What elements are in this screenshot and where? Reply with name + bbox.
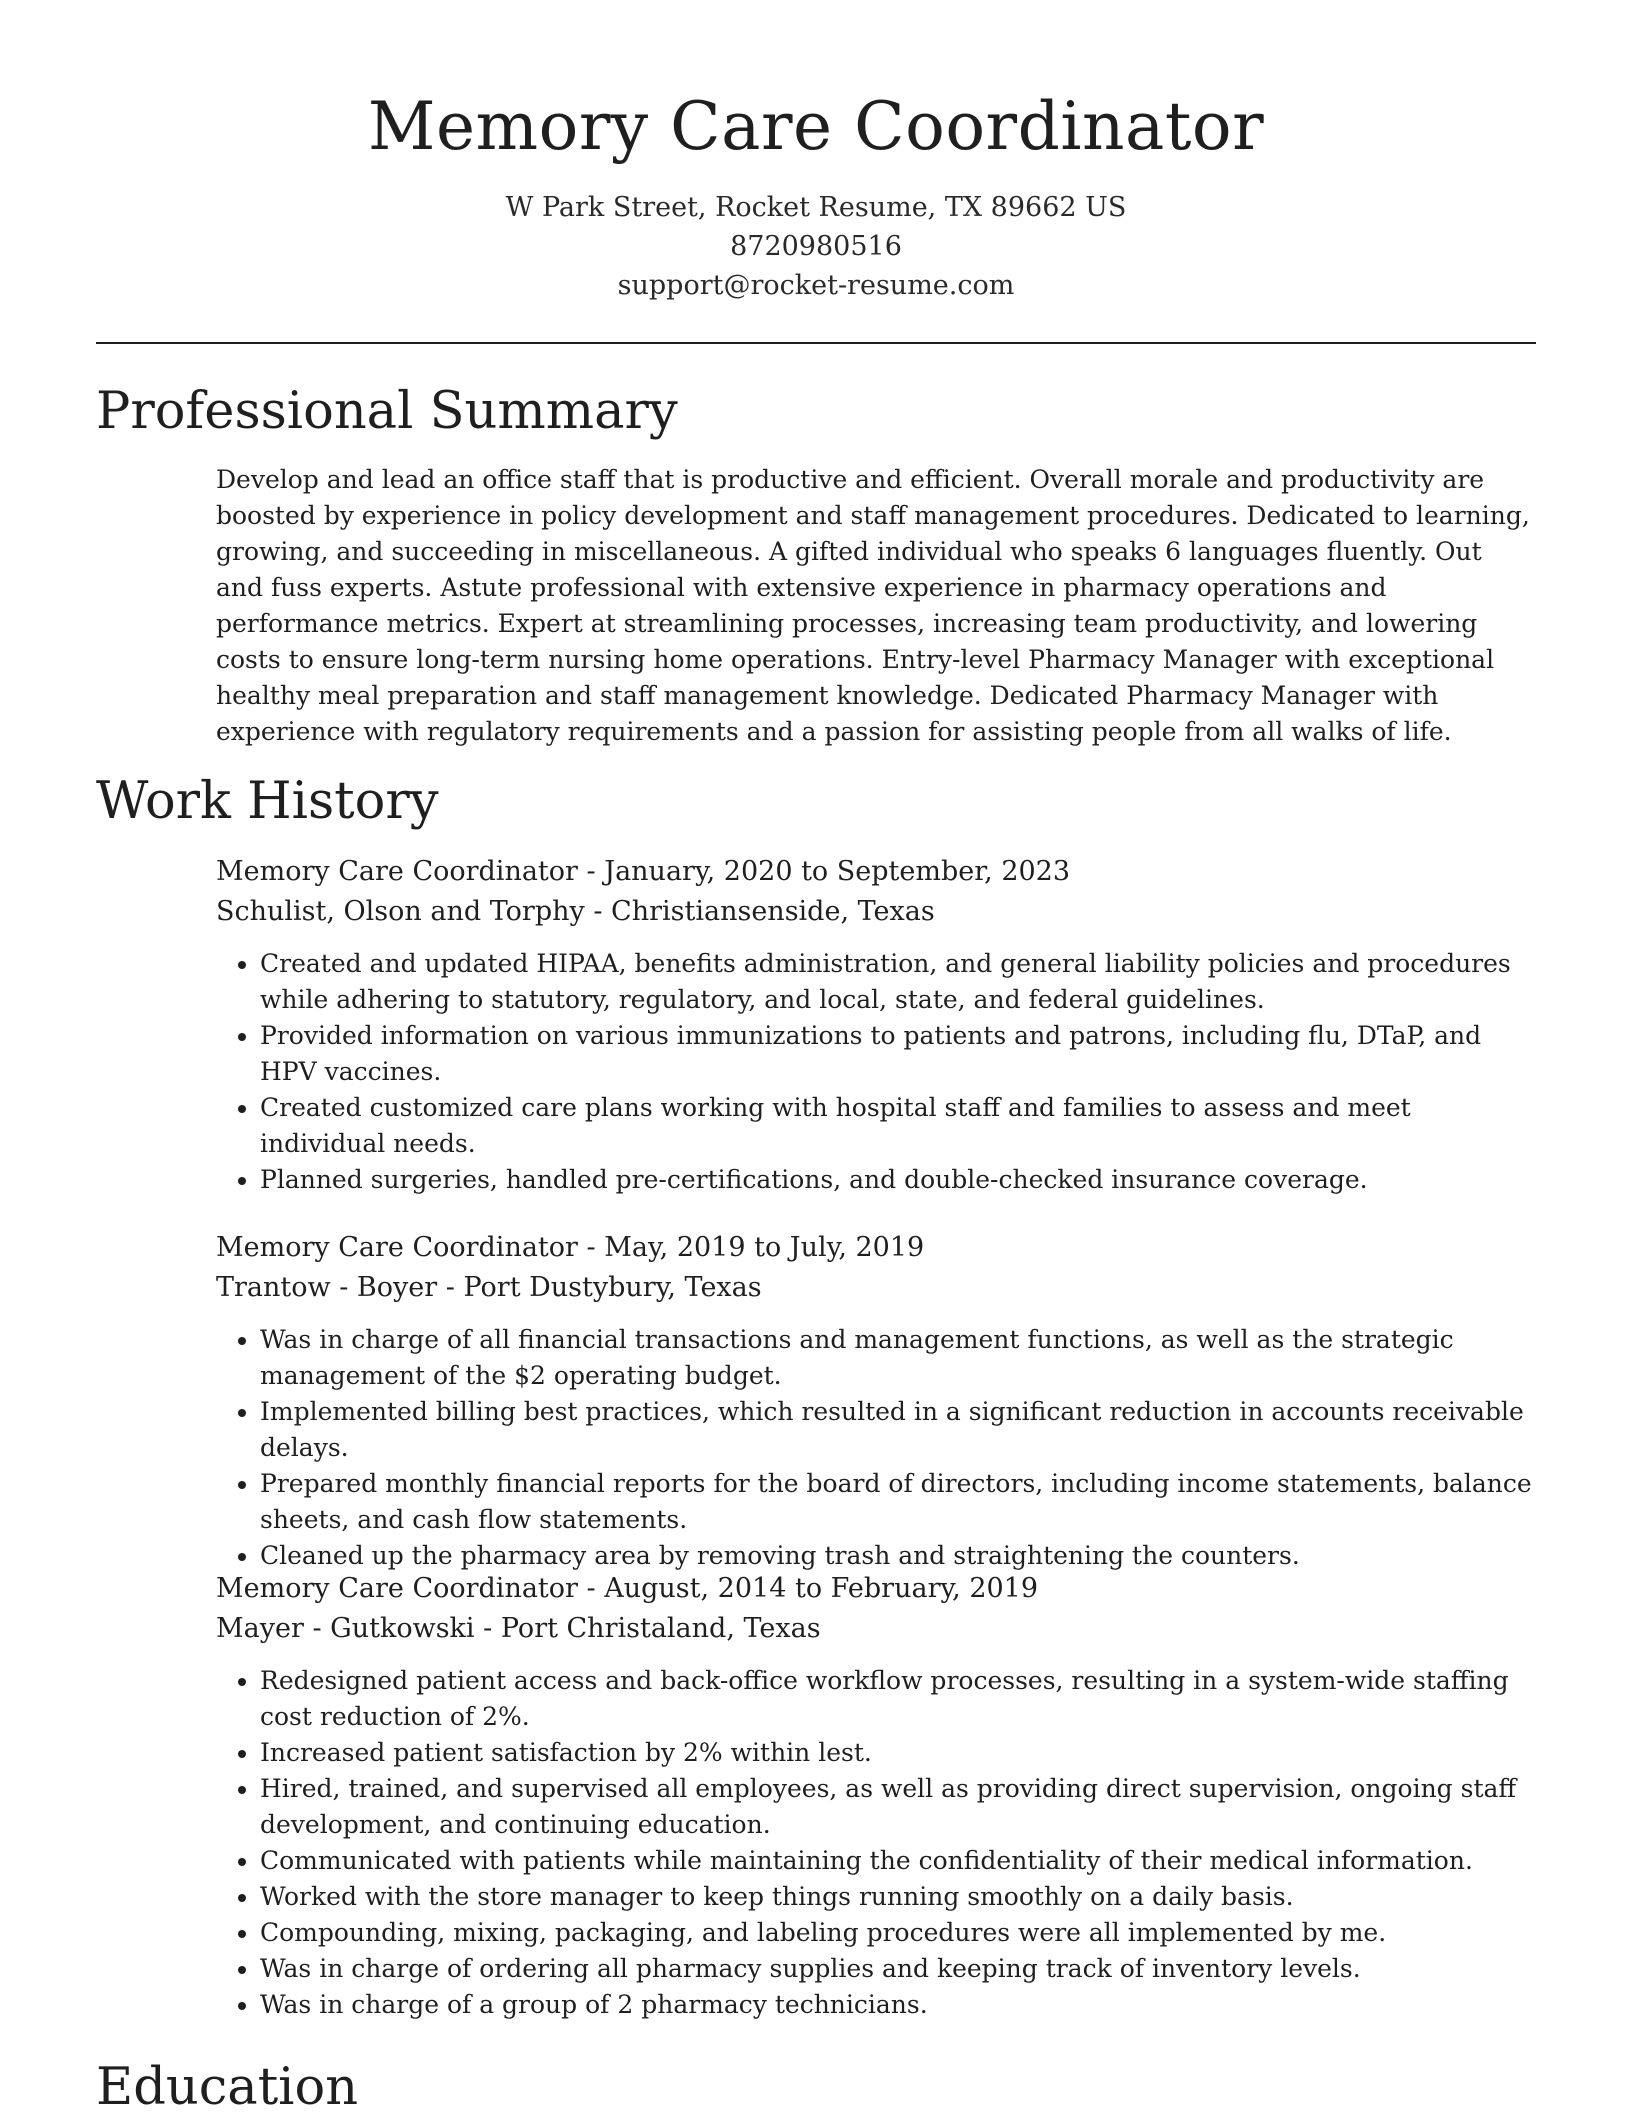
job-bullet-list — [216, 1663, 1536, 2023]
summary-heading: Professional Summary — [96, 382, 678, 441]
job-bullet: • Implemented billing best practices, which resulted in a significant reduction in accounts receivable delays. — [260, 1394, 1536, 1466]
job-location: Port Christaland, Texas — [500, 1613, 821, 1644]
job-bullet: • Was in charge of a group of 2 pharmacy technicians. — [260, 1987, 1536, 2023]
job-company: Mayer - Gutkowski — [216, 1613, 475, 1644]
job-bullet: • Hired, trained, and supervised all employees, as well as providing direct supervision, ongoing staff development, and continuing education. — [260, 1771, 1536, 1843]
contact-info — [96, 188, 1536, 305]
job-bullet: • Created customized care plans working with hospital staff and families to assess and meet individual needs. — [260, 1090, 1536, 1162]
job-entry — [216, 852, 1536, 1198]
job-bullet: • Cleaned up the pharmacy area by removing trash and straightening the counters. — [260, 1538, 1536, 1574]
job-bullet-list — [216, 946, 1536, 1198]
resume-header — [96, 82, 1536, 305]
job-bullet: • Increased patient satisfaction by 2% within lest. — [260, 1735, 1536, 1771]
education-heading: Education — [96, 2058, 359, 2112]
summary-text: Develop and lead an office staff that is productive and efficient. Overall morale and productivity are boosted by experience in policy development and staff management procedures. Dedicated to learning, growing, and succeeding in miscellaneous. A gifted individual who speaks 6 languages fluently. Out and fuss experts. Astute professional with extensive experience in pharmacy operations and performance metrics. Expert at streamlining processes, increasing team productivity, and lowering costs to ensure long-term nursing home operations. Entry-level Pharmacy Manager with exceptional healthy meal preparation and staff management knowledge. Dedicated Pharmacy Manager with experience with regulatory requirements and a passion for assisting people from all walks of life. — [216, 465, 1530, 746]
separator: - — [577, 856, 605, 887]
work-history-heading: Work History — [96, 772, 439, 831]
job-bullet: • Worked with the store manager to keep things running smoothly on a daily basis. — [260, 1879, 1536, 1915]
job-dates: January, 2020 to September, 2023 — [604, 856, 1071, 887]
job-bullet: • Prepared monthly financial reports for the board of directors, including income statements, balance sheets, and cash flow statements. — [260, 1466, 1536, 1538]
job-company: Trantow - Boyer — [216, 1272, 438, 1303]
job-title-line — [216, 852, 1536, 892]
job-title-line — [216, 1228, 1536, 1268]
job-company: Schulist, Olson and Torphy — [216, 896, 585, 927]
job-entry — [216, 1569, 1536, 2023]
job-company-line — [216, 1268, 1536, 1308]
job-role: Memory Care Coordinator — [216, 1573, 578, 1604]
separator: - — [437, 1272, 464, 1303]
job-location: Port Dustybury, Texas — [463, 1272, 762, 1303]
job-bullet: • Provided information on various immunizations to patients and patrons, including flu, DTaP, and HPV vaccines. — [260, 1018, 1536, 1090]
job-company-line — [216, 1609, 1536, 1649]
contact-address: W Park Street, Rocket Resume, TX 89662 US — [505, 192, 1127, 223]
job-role: Memory Care Coordinator — [216, 856, 578, 887]
job-title-line — [216, 1569, 1536, 1609]
job-bullet: • Redesigned patient access and back-office workflow processes, resulting in a system-wide staffing cost reduction of 2%. — [260, 1663, 1536, 1735]
separator: - — [474, 1613, 501, 1644]
candidate-name: Memory Care Coordinator — [367, 88, 1265, 165]
header-divider — [96, 342, 1536, 344]
separator: - — [584, 896, 612, 927]
separator: - — [577, 1573, 605, 1604]
job-dates: August, 2014 to February, 2019 — [604, 1573, 1039, 1604]
job-role: Memory Care Coordinator — [216, 1232, 578, 1263]
job-bullet: • Was in charge of ordering all pharmacy supplies and keeping track of inventory levels. — [260, 1951, 1536, 1987]
separator: - — [577, 1232, 605, 1263]
job-bullet: • Planned surgeries, handled pre-certifications, and double-checked insurance coverage. — [260, 1162, 1536, 1198]
job-dates: May, 2019 to July, 2019 — [604, 1232, 925, 1263]
job-entry — [216, 1228, 1536, 1574]
job-bullet: • Compounding, mixing, packaging, and labeling procedures were all implemented by me. — [260, 1915, 1536, 1951]
job-bullet: • Communicated with patients while maintaining the confidentiality of their medical information. — [260, 1843, 1536, 1879]
contact-email: support@rocket-resume.com — [617, 270, 1015, 301]
job-bullet: • Was in charge of all financial transactions and management functions, as well as the strategic management of the $2 operating budget. — [260, 1322, 1536, 1394]
job-company-line — [216, 892, 1536, 932]
job-bullet-list — [216, 1322, 1536, 1574]
job-location: Christiansenside, Texas — [611, 896, 935, 927]
contact-phone: 8720980516 — [730, 231, 902, 262]
job-bullet: • Created and updated HIPAA, benefits administration, and general liability policies and procedures while adhering to statutory, regulatory, and local, state, and federal guidelines. — [260, 946, 1536, 1018]
